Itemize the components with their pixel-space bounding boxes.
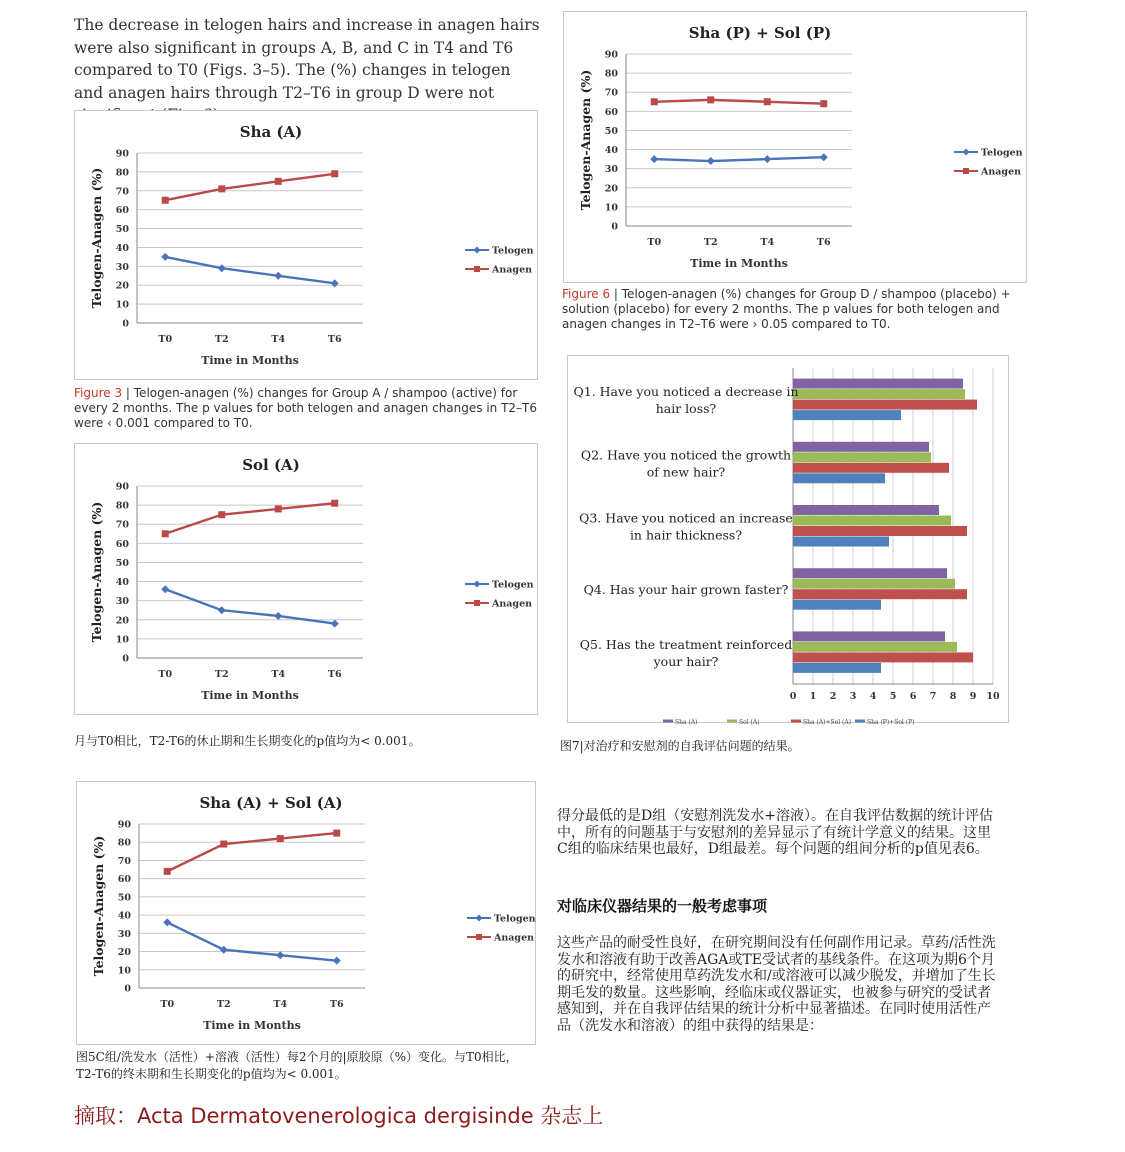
bar-q3-sha-a- — [793, 505, 939, 515]
y-tick-label: 70 — [115, 519, 129, 531]
bar-q2-sha-a-sol-a- — [793, 463, 949, 473]
data-point-telogen — [276, 951, 284, 959]
category-label: Q1. Have you noticed a decrease in — [573, 384, 799, 400]
figure3-chart — [74, 110, 538, 380]
x-tick-label: 7 — [929, 691, 937, 702]
legend-marker — [963, 149, 970, 156]
figure5-caption: 图5C组/洗发水（活性）+溶液（活性）每2个月的|原胶原（%）变化。与T0相比，T2-T6的终末期和生长期变化的p值均为< 0.001。 — [76, 1050, 518, 1081]
y-tick-label: 80 — [604, 68, 618, 80]
y-tick-label: 70 — [115, 186, 129, 198]
series-line-anagen — [165, 174, 335, 200]
legend-label: Telogen — [492, 579, 534, 591]
data-point-telogen — [763, 155, 771, 163]
y-tick-label: 0 — [122, 318, 129, 330]
y-tick-label: 50 — [604, 125, 618, 137]
legend-label: Sol (A) — [739, 719, 760, 726]
legend-label: Anagen — [492, 598, 533, 610]
y-axis-label: Telogen-Anagen (%) — [89, 501, 104, 643]
figure6-text: | Telogen-anagen (%) changes for Group D / shampoo (placebo) + solution (placebo) for every 2 months. The p values for both telogen and anagen changes in T2–T6 were › 0.05 compared to T0. — [562, 287, 1011, 331]
legend-marker — [474, 247, 481, 254]
data-point-anagen — [820, 100, 827, 107]
bar-q5-sha-p-sol-p- — [793, 663, 881, 673]
data-point-anagen — [333, 830, 340, 837]
data-point-telogen — [274, 612, 282, 620]
y-tick-label: 90 — [604, 49, 618, 61]
data-point-telogen — [163, 918, 171, 926]
bar-q3-sha-a-sol-a- — [793, 526, 967, 536]
bar-q5-sha-a-sol-a- — [793, 652, 973, 662]
y-tick-label: 0 — [124, 983, 131, 995]
x-tick-label: 0 — [789, 691, 797, 702]
y-tick-label: 10 — [115, 634, 129, 646]
y-tick-label: 50 — [115, 557, 129, 569]
bar-q3-sha-p-sol-p- — [793, 537, 889, 547]
chart-title: Sol (A) — [242, 456, 300, 474]
y-tick-label: 40 — [117, 910, 131, 922]
category-label: Q5. Has the treatment reinforced — [579, 636, 793, 652]
data-point-telogen — [650, 155, 658, 163]
y-tick-label: 90 — [115, 481, 129, 493]
x-tick-label: T0 — [160, 999, 175, 1010]
figure5-svg — [77, 782, 535, 1044]
data-point-telogen — [218, 606, 226, 614]
data-point-anagen — [331, 170, 338, 177]
y-tick-label: 40 — [115, 577, 129, 589]
x-axis-label: Time in Months — [201, 354, 299, 367]
y-tick-label: 40 — [115, 242, 129, 254]
y-tick-label: 20 — [115, 615, 129, 627]
bar-q1-sha-p-sol-p- — [793, 410, 901, 420]
y-tick-label: 0 — [611, 221, 618, 233]
data-point-anagen — [164, 868, 171, 875]
x-tick-label: T6 — [816, 237, 831, 248]
data-point-anagen — [162, 530, 169, 537]
y-axis-label: Telogen-Anagen (%) — [91, 835, 106, 977]
data-point-telogen — [220, 946, 228, 954]
y-axis-label: Telogen-Anagen (%) — [89, 167, 104, 309]
x-tick-label: T6 — [327, 334, 342, 345]
x-tick-label: T0 — [158, 669, 173, 680]
figure3-label: Figure 3 — [74, 386, 123, 400]
y-tick-label: 50 — [117, 892, 131, 904]
x-tick-label: T0 — [158, 334, 173, 345]
legend-marker — [476, 915, 483, 922]
category-label: Q4. Has your hair grown faster? — [583, 582, 789, 598]
category-label: your hair? — [653, 653, 719, 669]
legend-marker — [474, 581, 481, 588]
x-tick-label: T4 — [760, 237, 775, 248]
data-point-anagen — [275, 505, 282, 512]
data-point-anagen — [218, 185, 225, 192]
data-point-telogen — [218, 264, 226, 272]
bar-q2-sha-p-sol-p- — [793, 473, 885, 483]
x-tick-label: 1 — [809, 691, 817, 702]
x-tick-label: T2 — [214, 669, 229, 680]
y-tick-label: 30 — [115, 596, 129, 608]
legend-marker — [963, 168, 969, 174]
y-tick-label: 20 — [117, 947, 131, 959]
x-tick-label: 5 — [889, 691, 897, 702]
figure7-caption: 图7|对治疗和安慰剂的自我评估问题的结果。 — [560, 739, 800, 753]
data-point-anagen — [162, 197, 169, 204]
chart-title: Sha (P) + Sol (P) — [688, 24, 832, 42]
legend-label: Anagen — [494, 932, 535, 944]
bar-q4-sha-a- — [793, 568, 947, 578]
data-point-anagen — [331, 500, 338, 507]
y-tick-label: 30 — [604, 164, 618, 176]
data-point-telogen — [274, 272, 282, 280]
legend-label: Telogen — [494, 913, 536, 925]
section-heading: 对临床仪器结果的一般考虑事项 — [557, 897, 768, 915]
x-tick-label: T0 — [647, 237, 662, 248]
x-tick-label: T2 — [214, 334, 229, 345]
x-axis-label: Time in Months — [201, 689, 299, 702]
figure6-caption — [562, 287, 1028, 332]
legend-marker — [474, 266, 480, 272]
data-point-telogen — [707, 157, 715, 165]
series-line-telogen — [654, 157, 824, 161]
y-tick-label: 50 — [115, 224, 129, 236]
legend-marker — [474, 600, 480, 606]
data-point-telogen — [820, 153, 828, 161]
y-tick-label: 80 — [115, 167, 129, 179]
data-point-telogen — [161, 253, 169, 261]
y-tick-label: 60 — [117, 874, 131, 886]
intro-paragraph: The decrease in telogen hairs and increase in anagen hairs were also significant in groups A, B, and C in T4 and T6 compared to T0 (Figs. 3–5). The (%) changes in telogen and anagen hairs through T2–T6 in group D were not — [74, 16, 540, 102]
figure6-label: Figure 6 — [562, 287, 611, 301]
legend-label: Telogen — [492, 245, 534, 257]
source-note: 摘取：Acta Dermatovenerologica dergisinde 杂志上 — [74, 1104, 604, 1128]
x-tick-label: 3 — [849, 691, 857, 702]
y-tick-label: 60 — [604, 106, 618, 118]
x-tick-label: 2 — [829, 691, 837, 702]
body-paragraph-2: 这些产品的耐受性良好，在研究期间没有任何副作用记录。草药/活性洗发水和溶液有助于改善AGA或TE受试者的基线条件。在这项为期6个月的研究中，经常使用草药洗发水和/或溶液可以减少脱发，并增加了生长期毛发的数量。这些影响，经临床或仪器证实，也被参与研究的受试者感知到，并在自我评估结果的统计分析中显著描述。在同时使用活性产品（洗发水和溶液）的组中获得的结果是： — [557, 935, 996, 1034]
category-label: hair loss? — [655, 401, 717, 417]
bar-q1-sha-a-sol-a- — [793, 400, 977, 410]
y-tick-label: 10 — [117, 965, 131, 977]
figure6-chart — [563, 11, 1027, 283]
data-point-telogen — [333, 957, 341, 965]
series-line-telogen — [165, 257, 335, 283]
x-tick-label: 9 — [969, 691, 977, 702]
x-tick-label: 4 — [869, 691, 877, 702]
bar-q2-sha-a- — [793, 442, 929, 452]
y-tick-label: 60 — [115, 538, 129, 550]
x-tick-label: T4 — [271, 334, 286, 345]
y-tick-label: 90 — [115, 148, 129, 160]
legend-label: Anagen — [492, 264, 533, 276]
x-tick-label: T2 — [703, 237, 718, 248]
bar-q4-sha-p-sol-p- — [793, 600, 881, 610]
y-tick-label: 40 — [604, 145, 618, 157]
x-tick-label: T4 — [271, 669, 286, 680]
category-label: Q3. Have you noticed an increase — [579, 510, 793, 526]
chart-title: Sha (A) + Sol (A) — [199, 794, 343, 812]
y-tick-label: 20 — [115, 280, 129, 292]
bar-q1-sha-a- — [793, 379, 963, 389]
x-tick-label: T6 — [329, 999, 344, 1010]
category-label: of new hair? — [646, 464, 726, 480]
y-tick-label: 10 — [115, 299, 129, 311]
figure4-caption: 月与T0相比，T2-T6的休止期和生长期变化的p值均为< 0.001。 — [74, 734, 421, 748]
data-point-telogen — [331, 279, 339, 287]
y-tick-label: 10 — [604, 202, 618, 214]
y-axis-label: Telogen-Anagen (%) — [578, 69, 593, 211]
legend-label: Sha (P)+Sol (P) — [867, 719, 915, 726]
x-tick-label: 6 — [909, 691, 917, 702]
y-tick-label: 0 — [122, 653, 129, 665]
bar-q4-sha-a-sol-a- — [793, 589, 967, 599]
bar-q5-sha-a- — [793, 631, 945, 641]
x-tick-label: 10 — [986, 691, 1000, 702]
figure4-chart — [74, 443, 538, 715]
x-axis-label: Time in Months — [690, 257, 788, 270]
data-point-anagen — [220, 841, 227, 848]
y-tick-label: 30 — [117, 928, 131, 940]
category-label: Q2. Have you noticed the growth — [580, 447, 792, 463]
x-tick-label: 8 — [949, 691, 957, 702]
y-tick-label: 80 — [117, 837, 131, 849]
figure3-caption — [74, 386, 540, 431]
y-tick-label: 20 — [604, 183, 618, 195]
chart-title: Sha (A) — [239, 123, 303, 141]
x-tick-label: T6 — [327, 669, 342, 680]
data-point-anagen — [707, 96, 714, 103]
y-tick-label: 70 — [117, 855, 131, 867]
data-point-anagen — [218, 511, 225, 518]
y-tick-label: 80 — [115, 500, 129, 512]
series-line-telogen — [167, 922, 337, 960]
data-point-telogen — [161, 585, 169, 593]
x-axis-label: Time in Months — [203, 1019, 301, 1032]
category-label: in hair thickness? — [629, 527, 743, 543]
bar-q4-sol-a- — [793, 579, 955, 589]
data-point-anagen — [764, 98, 771, 105]
figure7-chart — [567, 355, 1009, 726]
figure6-svg — [564, 12, 1026, 282]
x-tick-label: T4 — [273, 999, 288, 1010]
data-point-anagen — [277, 835, 284, 842]
bar-q2-sol-a- — [793, 452, 931, 462]
bar-q5-sol-a- — [793, 642, 957, 652]
legend-label: Sha (A) — [675, 719, 698, 726]
data-point-anagen — [275, 178, 282, 185]
legend-label: Sha (A)+Sol (A) — [803, 719, 852, 726]
bar-q3-sol-a- — [793, 516, 951, 526]
figure3-svg — [75, 111, 537, 379]
y-tick-label: 90 — [117, 819, 131, 831]
figure4-svg — [75, 444, 537, 714]
figure3-text: | Telogen-anagen (%) changes for Group A / shampoo (active) for every 2 months. The p values for both telogen and anagen changes in T2–T6 were ‹ 0.001 compared to T0. — [74, 386, 538, 430]
legend-marker — [476, 934, 482, 940]
figure5-chart — [76, 781, 536, 1045]
series-line-anagen — [165, 503, 335, 534]
bar-q1-sol-a- — [793, 389, 965, 399]
data-point-anagen — [651, 98, 658, 105]
series-line-anagen — [167, 833, 337, 871]
data-point-telogen — [331, 620, 339, 628]
body-paragraph-1: 得分最低的是D组（安慰剂洗发水+溶液）。在自我评估数据的统计评估中，所有的问题基于与安慰剂的差异显示了有统计学意义的结果。这里C组的临床结果也最好，D组最差。每个问题的组间分析的p值见表6。 — [557, 808, 993, 857]
legend-label: Telogen — [981, 147, 1023, 159]
y-tick-label: 70 — [604, 87, 618, 99]
y-tick-label: 30 — [115, 261, 129, 273]
series-line-anagen — [654, 100, 824, 104]
series-line-telogen — [165, 589, 335, 623]
figure7-svg — [568, 356, 1008, 726]
y-tick-label: 60 — [115, 205, 129, 217]
x-tick-label: T2 — [216, 999, 231, 1010]
legend-label: Anagen — [981, 166, 1022, 178]
